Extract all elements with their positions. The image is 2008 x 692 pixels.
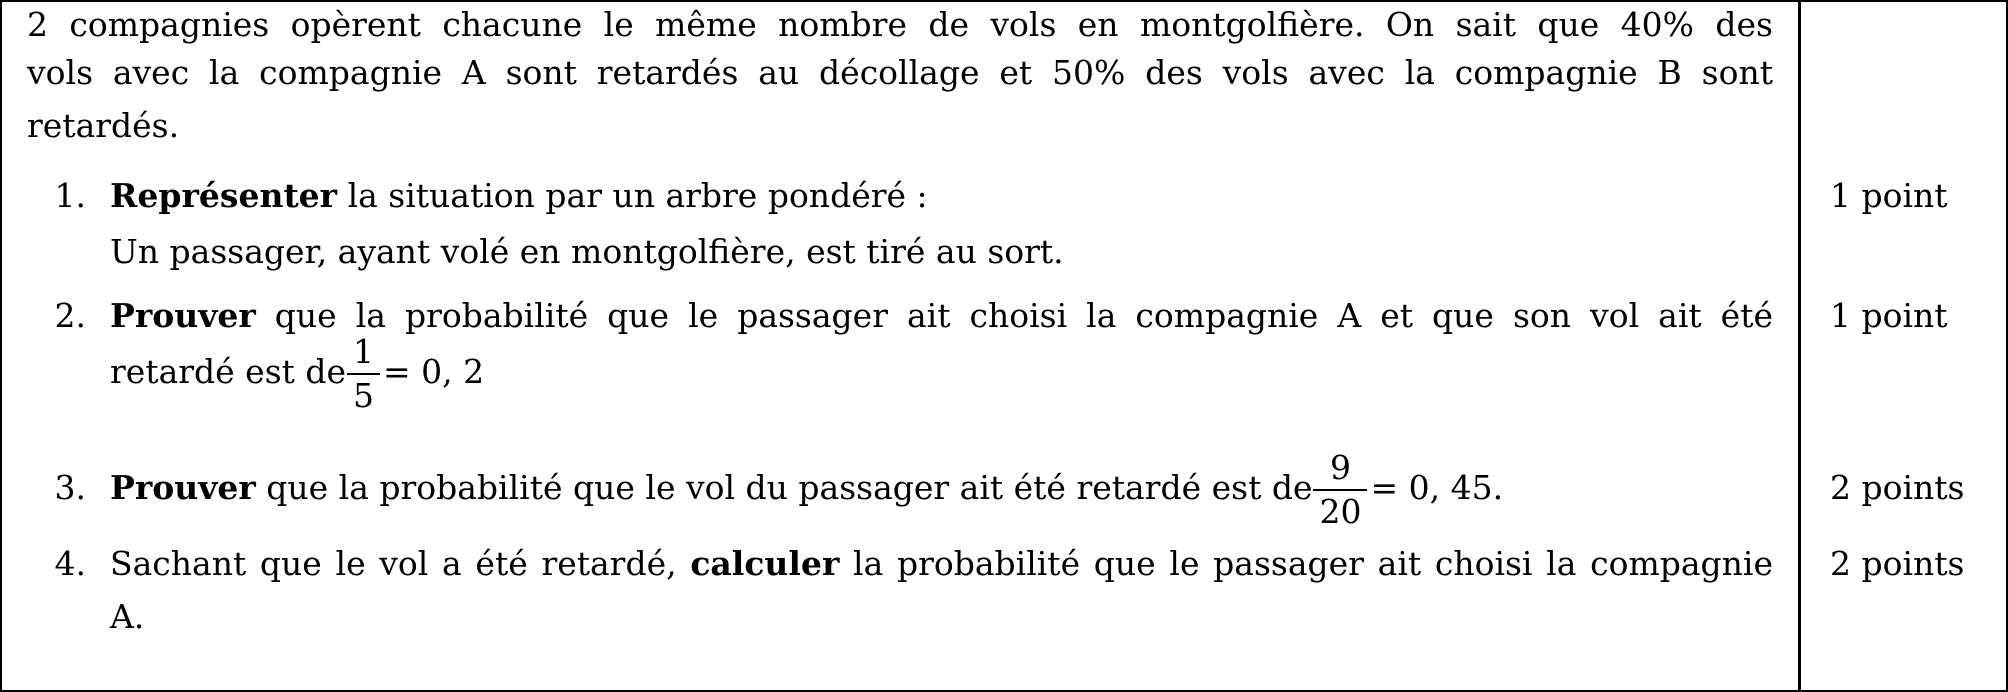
question-2-line-2-prefix: retardé est de [110,352,347,391]
fraction-numerator: 9 [1329,448,1351,487]
question-3-points: 2 points [1830,468,1965,507]
intro-line-1: 2 compagnies opèrent chacune le même nombre de vols en montgolfière. On sait que 40% des [27,5,1773,44]
question-2-rest: que la probabilité que le passager ait choisi la compagnie A et que son vol ait été [255,296,1773,335]
question-4-start: Sachant que le vol a été retardé, [110,544,691,583]
question-1-points: 1 point [1830,176,1948,215]
question-2-result: = 0, 2 [383,352,485,391]
question-number-1: 1. [54,176,86,215]
question-3-text [110,442,1503,533]
question-1-rest: la situation par un arbre pondéré : [337,176,928,215]
question-1-verb: Représenter [110,176,338,215]
question-2-points: 1 point [1830,296,1948,335]
fraction-numerator: 1 [353,332,375,371]
fraction-denominator: 20 [1319,492,1362,531]
question-number-3: 3. [54,468,86,507]
fraction-bar [1313,489,1367,491]
question-4-points: 2 points [1830,544,1965,583]
question-number-2: 2. [54,296,86,335]
points-column-divider [1798,0,1801,692]
intro-line-2: vols avec la compagnie A sont retardés au décollage et 50% des vols avec la compagnie B sont [27,53,1773,92]
question-2-verb: Prouver [110,296,256,335]
question-1-line-2: Un passager, ayant volé en montgolfière, est tiré au sort. [110,232,1064,271]
fraction-nine-twentieths [1316,449,1364,531]
question-3-rest: que la probabilité que le vol du passager ait été retardé est de [255,468,1313,507]
question-3-result: = 0, 45. [1370,468,1504,507]
question-1-text [110,173,928,218]
question-4-text [110,541,1773,586]
question-4-rest: la probabilité que le passager ait choisi la compagnie [839,544,1774,583]
question-2-line-2 [110,333,484,415]
fraction-one-fifth [350,333,377,415]
fraction-denominator: 5 [353,376,375,415]
fraction-bar [347,373,380,375]
question-4-verb: calculer [690,544,840,583]
question-number-4: 4. [54,544,86,583]
question-4-line-2: A. [110,597,145,636]
intro-line-3: retardés. [27,106,180,145]
question-3-verb: Prouver [110,468,256,507]
